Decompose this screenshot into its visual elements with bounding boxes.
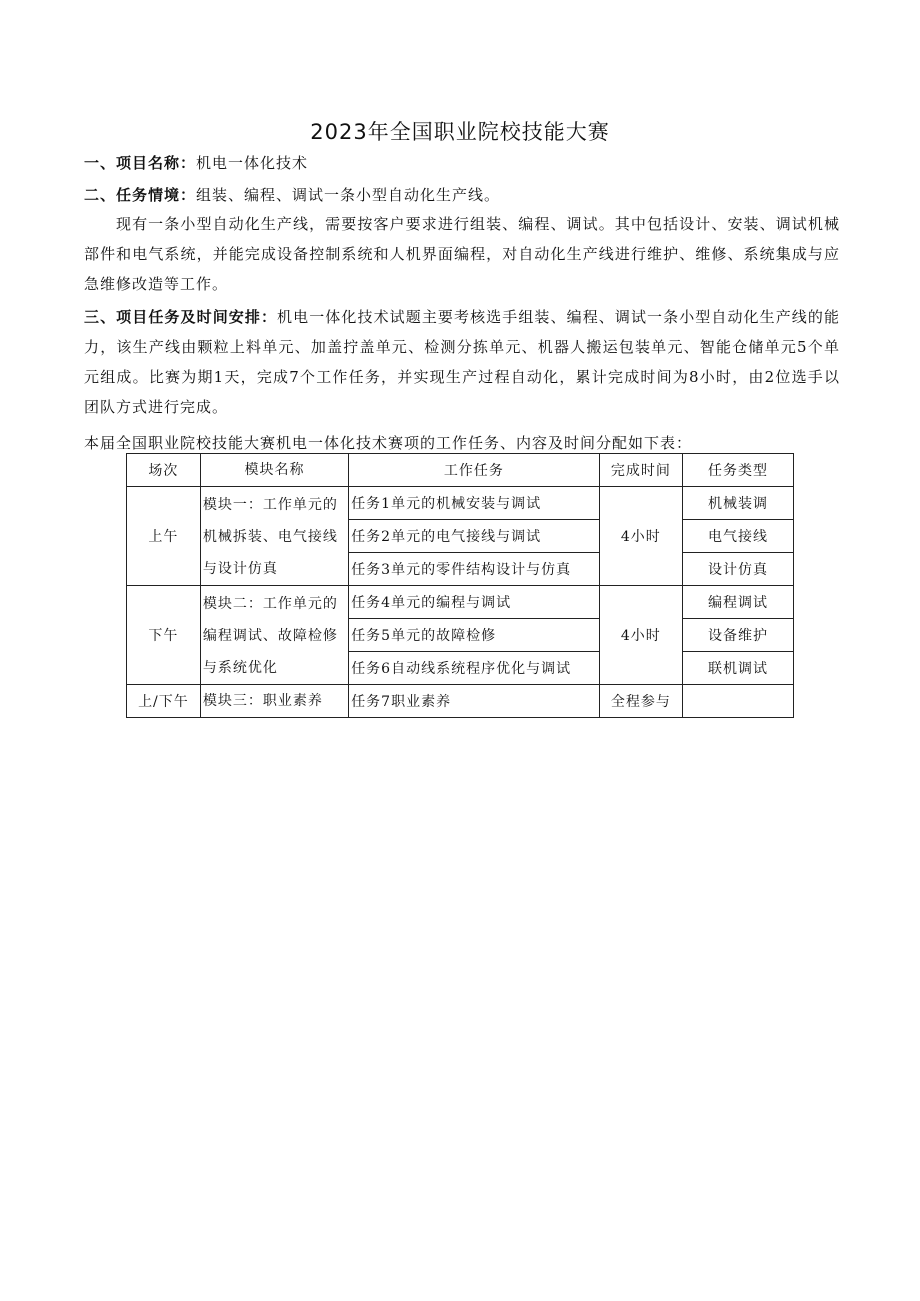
header-time: 完成时间	[599, 454, 683, 487]
type-cell: 设备维护	[683, 619, 794, 652]
project-name-line	[84, 152, 844, 173]
time-cell: 4小时	[599, 487, 683, 586]
module-cell	[200, 586, 348, 685]
module-cell	[200, 487, 348, 586]
task-cell: 任务7职业素养	[349, 685, 599, 718]
time-cell: 全程参与	[599, 685, 683, 718]
header-type: 任务类型	[683, 454, 794, 487]
project-name-value: 机电一体化技术	[196, 154, 309, 172]
task-schedule-paragraph	[84, 302, 840, 422]
project-name-label: 一、项目名称：	[84, 154, 197, 172]
table-header-row	[127, 454, 794, 487]
type-cell: 机械装调	[683, 487, 794, 520]
task-context-label: 二、任务情境：	[84, 186, 197, 204]
type-cell	[683, 685, 794, 718]
session-cell: 下午	[127, 586, 201, 685]
type-cell: 设计仿真	[683, 553, 794, 586]
task-cell: 任务6自动线系统程序优化与调试	[349, 652, 599, 685]
session-cell: 上/下午	[127, 685, 201, 718]
header-task: 工作任务	[349, 454, 599, 487]
task-context-value: 组装、编程、调试一条小型自动化生产线。	[196, 186, 501, 204]
task-cell: 任务4单元的编程与调试	[349, 586, 599, 619]
task-schedule-value: 机电一体化技术试题主要考核选手组装、编程、调试一条小型自动化生产线的能力，该生产线由颗粒上料单元、加盖拧盖单元、检测分拣单元、机器人搬运包装单元、智能仓储单元5个单元组成。比赛为期1天，完成7个工作任务，并实现生产过程自动化，累计完成时间为8小时，由2位选手以团队方式进行完成。	[84, 308, 840, 416]
task-cell: 任务3单元的零件结构设计与仿真	[349, 553, 599, 586]
header-session: 场次	[127, 454, 201, 487]
schedule-table	[126, 453, 794, 718]
table-row	[127, 586, 794, 619]
task-cell: 任务2单元的电气接线与调试	[349, 520, 599, 553]
type-cell: 编程调试	[683, 586, 794, 619]
table-row	[127, 685, 794, 718]
session-cell: 上午	[127, 487, 201, 586]
document-title: 2023年全国职业院校技能大赛	[310, 120, 610, 144]
module-name: 模块一：工作单元的机械拆装、电气接线与设计仿真	[202, 497, 338, 577]
header-module: 模块名称	[200, 454, 348, 487]
task-cell: 任务5单元的故障检修	[349, 619, 599, 652]
type-cell: 联机调试	[683, 652, 794, 685]
module-cell: 模块三：职业素养	[200, 685, 348, 718]
context-paragraph: 现有一条小型自动化生产线，需要按客户要求进行组装、编程、调试。其中包括设计、安装、调试机械部件和电气系统，并能完成设备控制系统和人机界面编程，对自动化生产线进行维护、维修、系统集成与应急维修改造等工作。	[84, 215, 840, 293]
task-schedule-label: 三、项目任务及时间安排：	[84, 308, 278, 326]
time-cell: 4小时	[599, 586, 683, 685]
table-row	[127, 487, 794, 520]
task-context-line	[84, 184, 844, 205]
task-cell: 任务1单元的机械安装与调试	[349, 487, 599, 520]
module-name: 模块二：工作单元的编程调试、故障检修与系统优化	[202, 596, 338, 676]
type-cell: 电气接线	[683, 520, 794, 553]
table-intro: 本届全国职业院校技能大赛机电一体化技术赛项的工作任务、内容及时间分配如下表：	[84, 434, 693, 452]
